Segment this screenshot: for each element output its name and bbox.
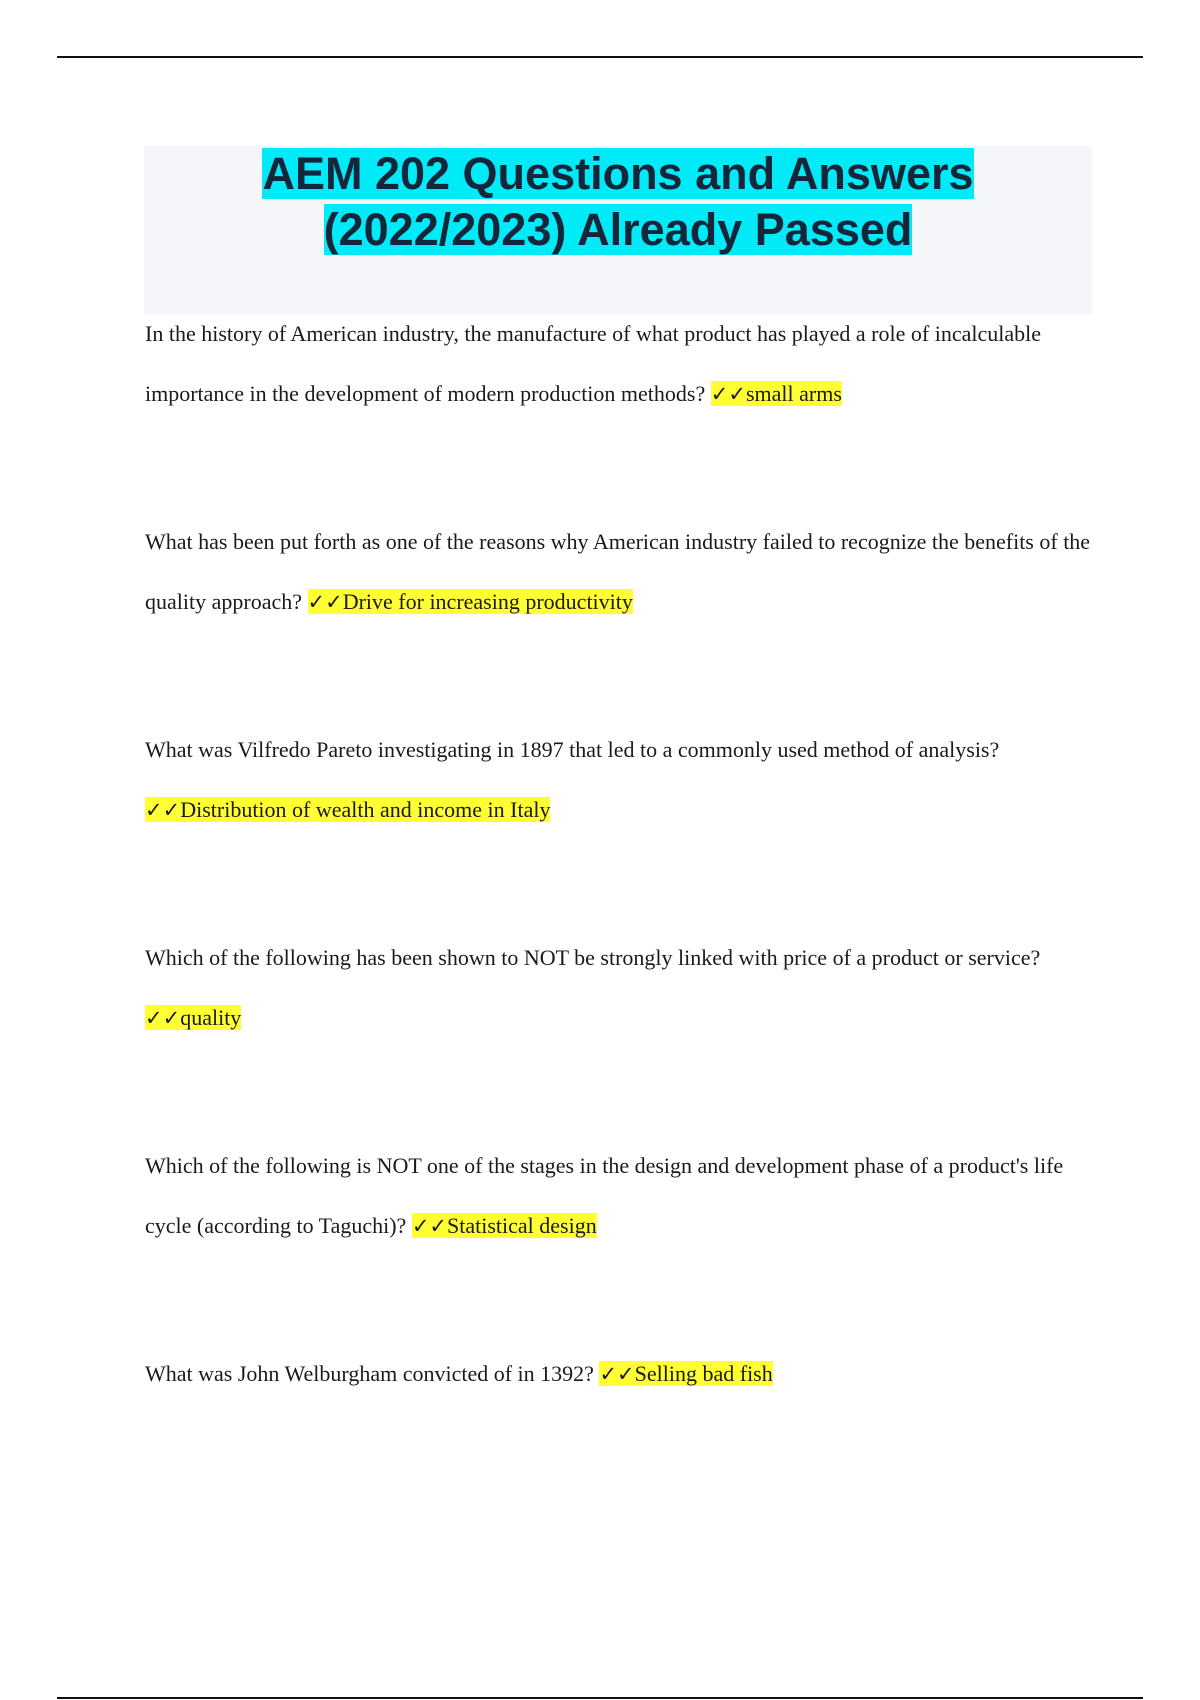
title-box bbox=[144, 146, 1092, 314]
question-text: In the history of American industry, the manufacture of what product has played a role of incalculable importance in the development of modern production methods? bbox=[145, 321, 1041, 406]
double-check-icon: ✓✓ bbox=[599, 1362, 635, 1386]
question-text: What was John Welburgham convicted of in 1392? bbox=[145, 1361, 594, 1386]
answer-highlight bbox=[599, 1361, 772, 1386]
question-text: Which of the following is NOT one of the stages in the design and development phase of a product's life cycle (according to Taguchi)? bbox=[145, 1153, 1064, 1238]
top-rule bbox=[57, 56, 1143, 58]
answer-text: Distribution of wealth and income in Italy bbox=[180, 797, 551, 822]
question-text: What was Vilfredo Pareto investigating in 1897 that led to a commonly used method of analysis? bbox=[145, 737, 1000, 762]
bottom-rule bbox=[57, 1697, 1143, 1699]
double-check-icon: ✓✓ bbox=[145, 1006, 181, 1030]
answer-highlight bbox=[145, 1005, 241, 1030]
answer-text: small arms bbox=[745, 381, 842, 406]
question-text: Which of the following has been shown to NOT be strongly linked with price of a product or service? bbox=[145, 945, 1041, 970]
double-check-icon: ✓✓ bbox=[411, 1214, 448, 1238]
answer-highlight bbox=[711, 381, 842, 406]
qa-item bbox=[145, 1344, 1105, 1404]
answer-text: quality bbox=[180, 1005, 242, 1030]
answer-highlight bbox=[145, 797, 550, 822]
answer-text: Selling bad fish bbox=[634, 1361, 773, 1386]
answer-highlight bbox=[412, 1213, 597, 1238]
qa-item bbox=[145, 720, 1105, 840]
answer-text: Statistical design bbox=[447, 1213, 597, 1238]
double-check-icon: ✓✓ bbox=[307, 590, 343, 614]
double-check-icon: ✓✓ bbox=[710, 382, 746, 406]
qa-item bbox=[145, 928, 1105, 1048]
qa-item bbox=[145, 512, 1105, 632]
title-line-2: (2022/2023) Already Passed bbox=[323, 204, 913, 255]
double-check-icon: ✓✓ bbox=[145, 798, 181, 822]
question-text: What has been put forth as one of the reasons why American industry failed to recognize the benefits of the quality approach? bbox=[145, 529, 1091, 614]
answer-text: Drive for increasing productivity bbox=[342, 589, 633, 614]
document-title bbox=[144, 146, 1092, 258]
title-line-1: AEM 202 Questions and Answers bbox=[262, 148, 974, 199]
answer-highlight bbox=[308, 589, 633, 614]
qa-item bbox=[145, 1136, 1105, 1256]
qa-item bbox=[145, 304, 1105, 424]
